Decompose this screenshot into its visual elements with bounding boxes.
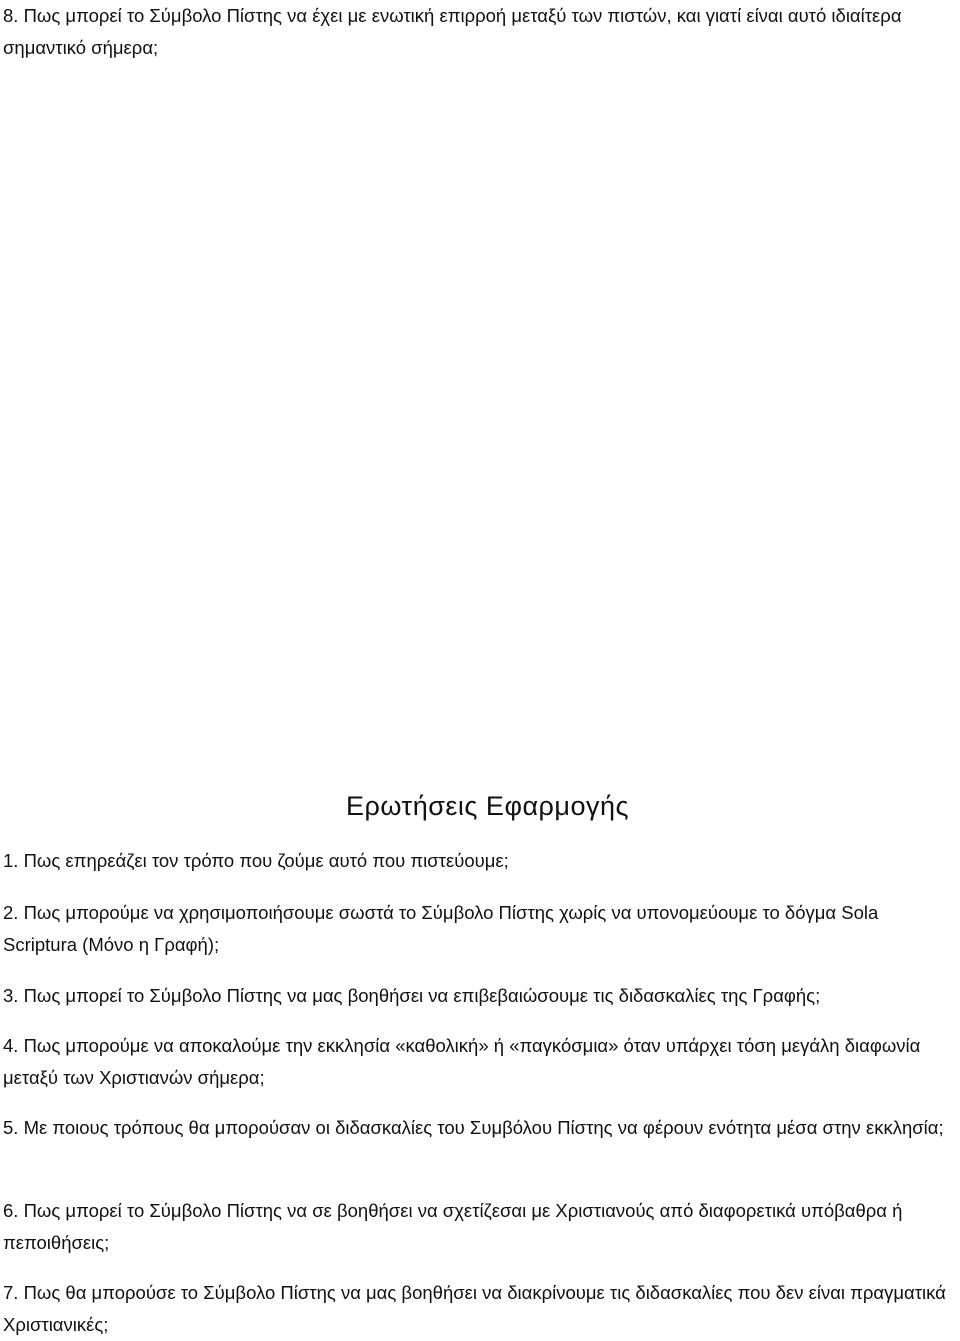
question-2: 2. Πως μπορούμε να χρησιμοποιήσουμε σωστά το Σύμβολο Πίστης χωρίς να υπονομεύουμε το δόγμα Sola Scriptura (Μόνο η Γραφή); [3,902,879,955]
question-5: 5. Με ποιους τρόπους θα μπορούσαν οι διδασκαλίες του Συμβόλου Πίστης να φέρουν ενότητα μέσα στην εκκλησία; [3,1117,944,1138]
question-4: 4. Πως μπορούμε να αποκαλούμε την εκκλησία «καθολική» ή «παγκόσμια» όταν υπάρχει τόση μεγάλη διαφωνία μεταξύ των Χριστιανών σήμερα; [3,1035,921,1088]
question-1: 1. Πως επηρεάζει τον τρόπο που ζούμε αυτό που πιστεύουμε; [3,850,509,871]
question-3: 3. Πως μπορεί το Σύμβολο Πίστης να μας βοηθήσει να επιβεβαιώσουμε τις διδασκαλίες της Γραφής; [3,985,821,1006]
question-7: 7. Πως θα μπορούσε το Σύμβολο Πίστης να μας βοηθήσει να διακρίνουμε τις διδασκαλίες που δεν είναι πραγματικά Χριστιανικές; [3,1282,946,1335]
section-title: Ερωτήσεις Εφαρμογής [345,791,630,821]
question-8: 8. Πως μπορεί το Σύμβολο Πίστης να έχει με ενωτική επιρροή μεταξύ των πιστών, και γιατί είναι αυτό ιδιαίτερα σημαντικό σήμερα; [3,5,902,58]
question-6: 6. Πως μπορεί το Σύμβολο Πίστης να σε βοηθήσει να σχετίζεσαι με Χριστιανούς από διαφορετικά υπόβαθρα ή πεποιθήσεις; [3,1200,903,1253]
